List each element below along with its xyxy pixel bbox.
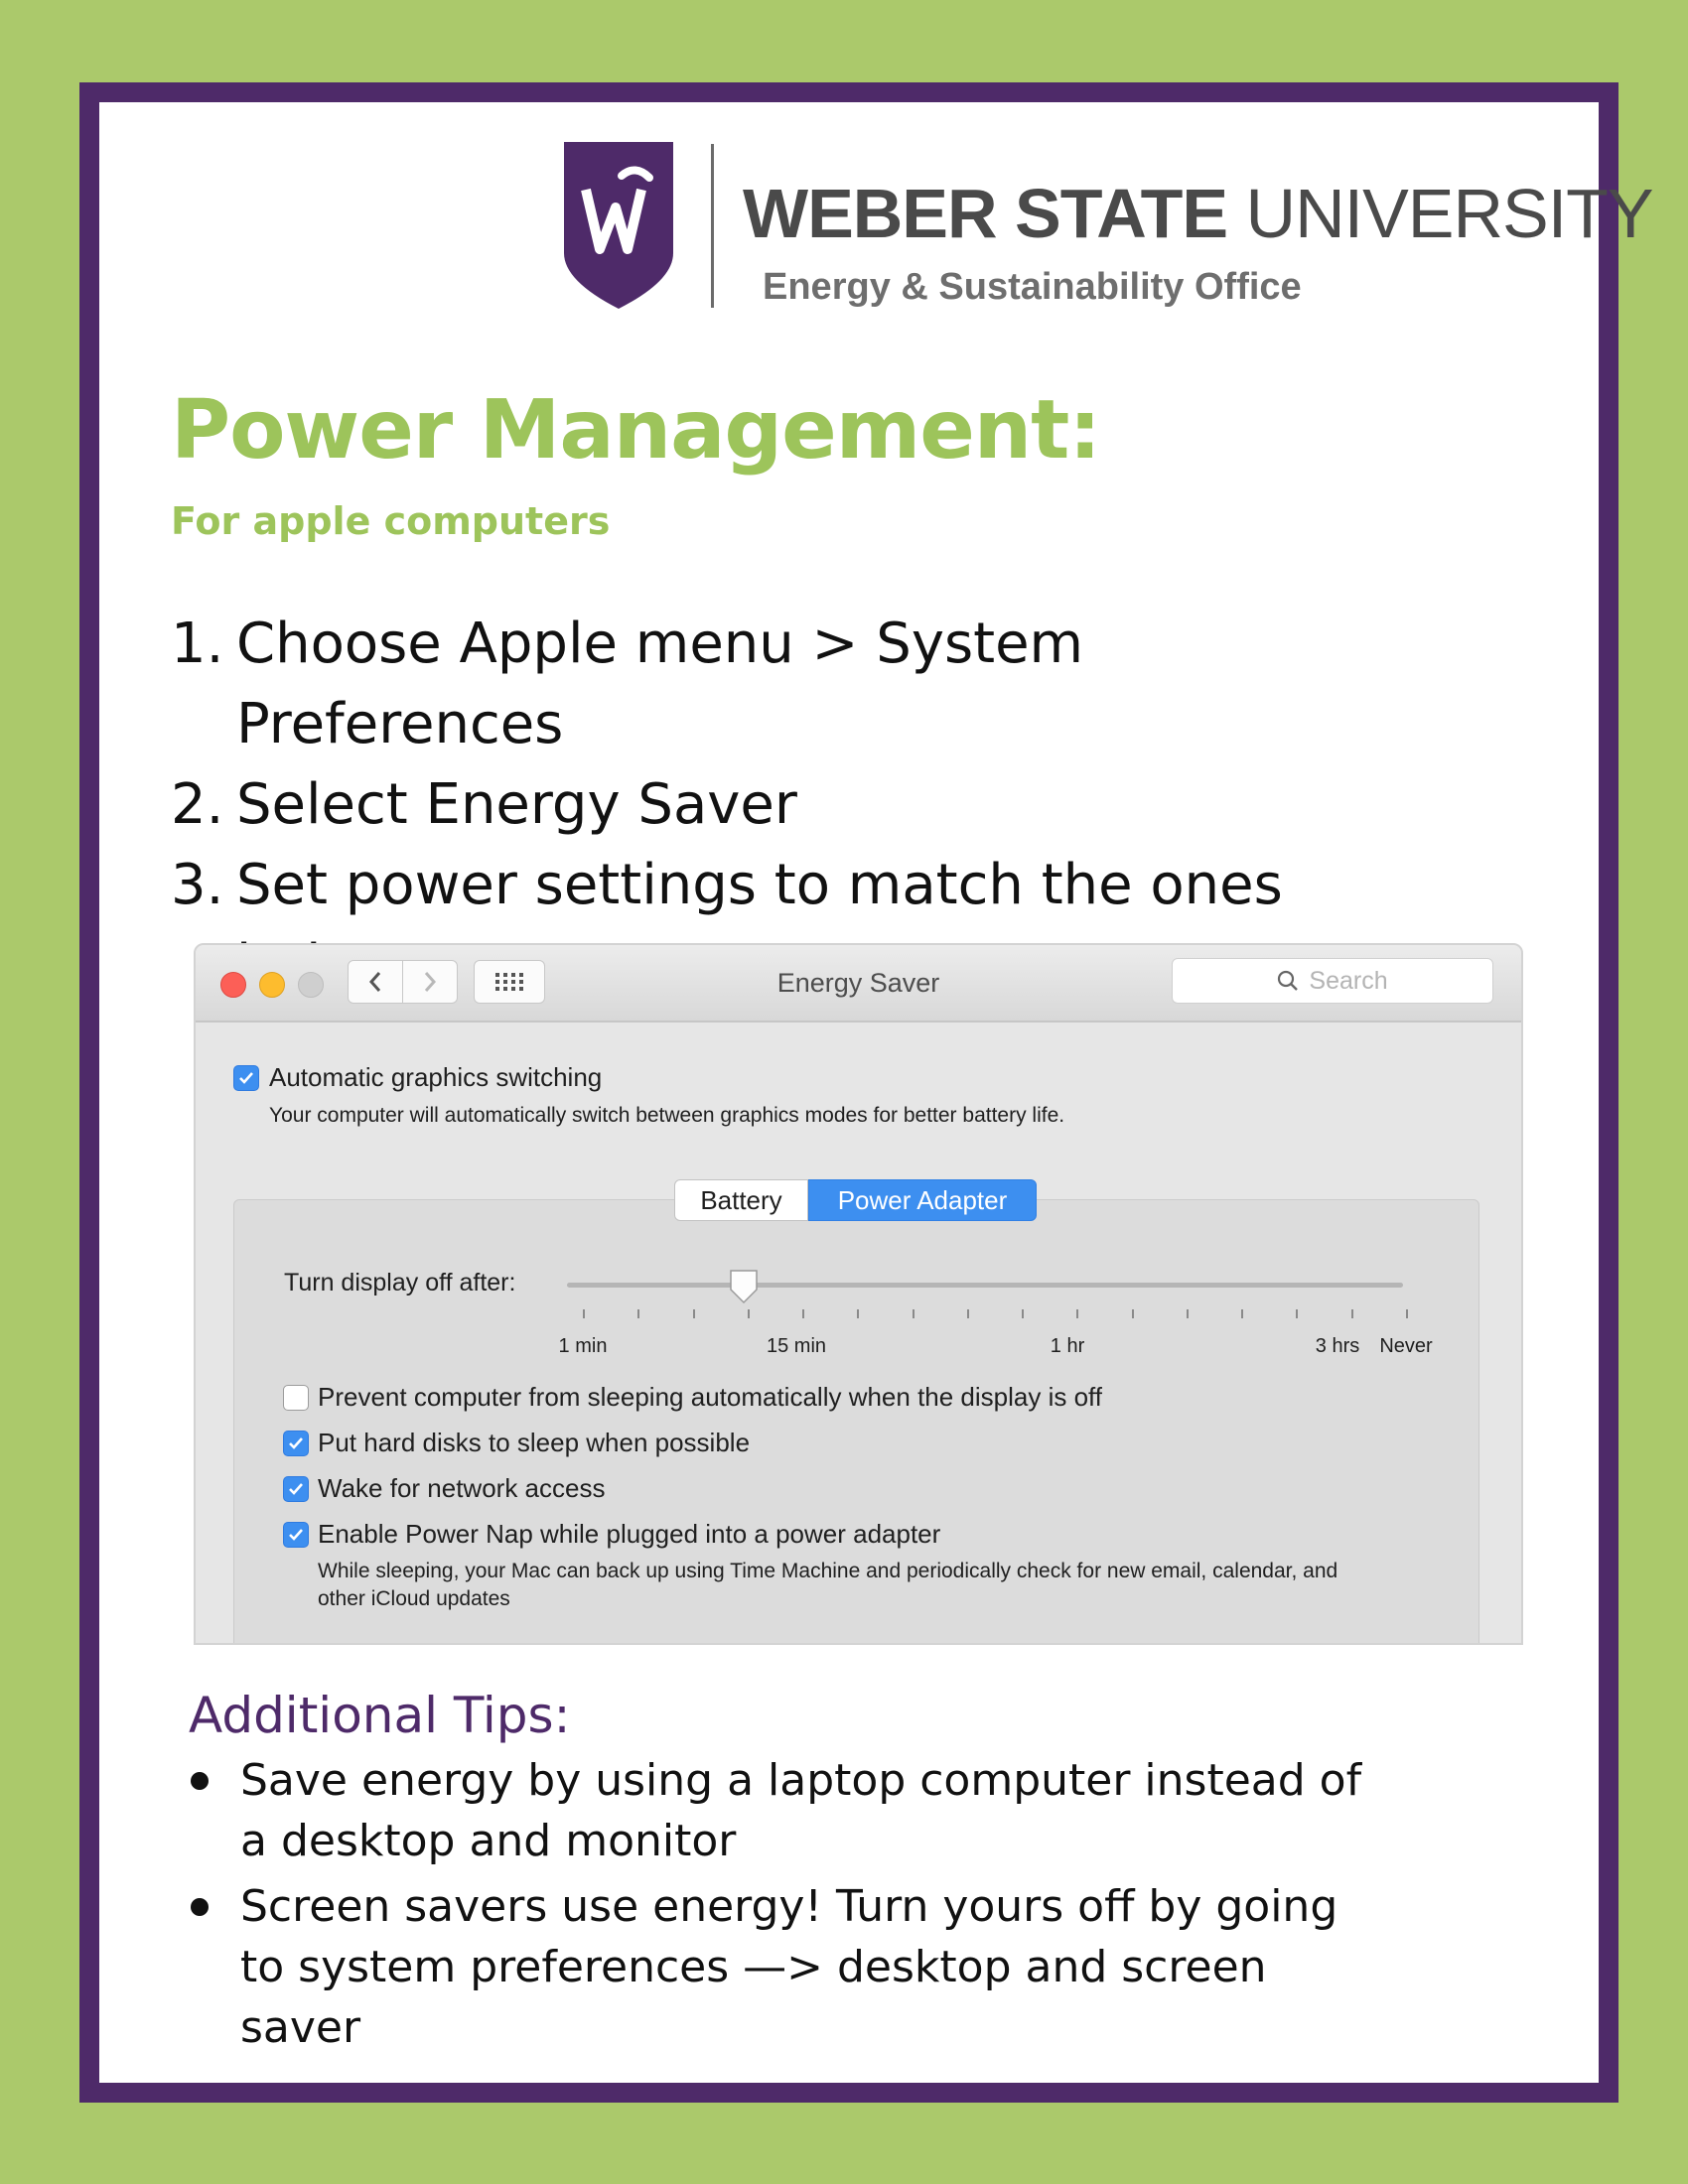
wake-network-label: Wake for network access [318,1473,606,1503]
tick-label-never: Never [1379,1335,1433,1357]
step-text: Select Energy Saver [236,772,797,837]
prevent-sleep-label: Prevent computer from sleeping automatically when the display is off [318,1382,1103,1412]
slider-tick [693,1309,695,1318]
tab-power-adapter[interactable]: Power Adapter [808,1179,1037,1221]
tip-text: Save energy by using a laptop computer instead of a desktop and monitor [240,1755,1362,1866]
wsu-shield-icon [564,142,673,309]
checkmark-icon [287,1434,305,1452]
page-subtitle: For apple computers [171,499,611,543]
slider-tick [913,1309,914,1318]
power-nap-description: While sleeping, your Mac can back up using Time Machine and periodically check for new email, calendar, and other iCloud updates [318,1560,1338,1610]
hard-disk-sleep-label: Put hard disks to sleep when possible [318,1428,751,1457]
tick-label-1min: 1 min [558,1335,608,1357]
prevent-sleep-checkbox[interactable] [283,1385,309,1411]
tips-heading: Additional Tips: [189,1687,571,1744]
slider-tick [1132,1309,1134,1318]
checkmark-icon [287,1526,305,1544]
auto-graphics-checkbox[interactable] [233,1065,259,1091]
tick-label-15min: 15 min [766,1335,827,1357]
slider-tick [857,1309,859,1318]
slider-tick [1241,1309,1243,1318]
search-icon [1277,970,1299,992]
slider-tick [583,1309,585,1318]
step-text: Set power settings to match the ones [236,853,1283,917]
step-number: 1. [171,612,224,676]
office-name: Energy & Sustainability Office [763,266,1302,308]
checkmark-icon [287,1480,305,1498]
checkmark-icon [237,1069,255,1087]
search-field[interactable] [1172,958,1493,1004]
university-name-bold: WEBER STATE [743,175,1228,252]
slider-tick [1351,1309,1353,1318]
flyer-page [99,102,1653,2083]
step-text: Choose Apple menu > System Preferences [236,612,1084,756]
window-titlebar [196,945,1521,1023]
window-title: Energy Saver [776,968,940,998]
slider-tick [637,1309,639,1318]
hard-disk-sleep-checkbox[interactable] [283,1431,309,1456]
step-item [171,604,1541,764]
logo-divider [711,144,714,308]
auto-graphics-label: Automatic graphics switching [269,1062,603,1092]
slider-tick [1406,1309,1408,1318]
energy-saver-window [194,943,1523,1645]
slider-tick [802,1309,804,1318]
step-number: 3. [171,853,224,917]
power-nap-checkbox[interactable] [283,1522,309,1548]
auto-graphics-description: Your computer will automatically switch between graphics modes for better battery life. [269,1104,1065,1127]
tip-item [189,1750,1382,1871]
bullet-icon [191,1898,209,1916]
tab-battery[interactable]: Battery [674,1179,808,1221]
university-name [743,175,1653,252]
slider-tick [1076,1309,1078,1318]
slider-tick [1296,1309,1298,1318]
university-name-light: UNIVERSITY [1245,175,1653,252]
slider-tick [1187,1309,1189,1318]
tip-item [189,1876,1382,2058]
tips-list [189,1750,1479,2063]
slider-thumb[interactable] [728,1268,760,1305]
display-off-label: Turn display off after: [284,1269,516,1297]
slider-tick [748,1309,750,1318]
bullet-icon [191,1772,209,1790]
step-item [171,764,1541,845]
slider-tick [1022,1309,1024,1318]
display-off-slider[interactable] [567,1283,1403,1288]
search-placeholder: Search [1309,966,1388,995]
page-title: Power Management: [171,383,1101,478]
power-nap-label: Enable Power Nap while plugged into a power adapter [318,1519,941,1549]
wake-network-checkbox[interactable] [283,1476,309,1502]
slider-tick [967,1309,969,1318]
tick-label-3hrs: 3 hrs [1315,1335,1360,1357]
tick-label-1hr: 1 hr [1050,1335,1085,1357]
wsu-logo [564,142,1653,321]
tip-text: Screen savers use energy! Turn yours off by going to system preferences —> desktop and screen saver [240,1881,1338,2053]
step-number: 2. [171,772,224,837]
